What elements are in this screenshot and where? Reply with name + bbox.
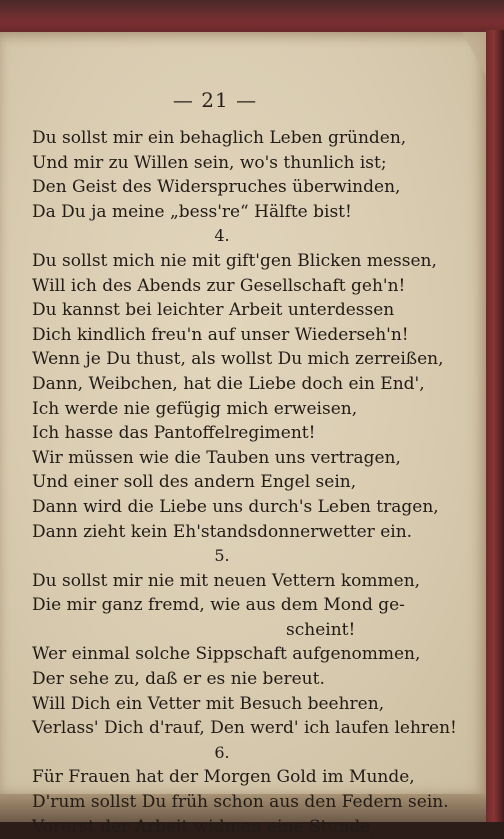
page-number: — 21 — <box>172 88 258 112</box>
verse-line: Wer einmal solche Sippschaft aufgenommen, <box>32 644 421 665</box>
verse-line: Du sollst mich nie mit gift'gen Blicken messen, <box>32 250 437 271</box>
verse-line: Du sollst mir ein behaglich Leben gründen, <box>32 128 407 148</box>
verse-line: Der sehe zu, daß er es nie bereut. <box>32 669 325 690</box>
verse-line: Dich kindlich freu'n auf unser Wiederseh'n! <box>32 324 409 345</box>
verse-line: Und einer soll des andern Engel sein, <box>32 472 357 493</box>
verse-line: Will ich des Abends zur Gesellschaft geh'n! <box>32 275 406 296</box>
verse-line: Will Dich ein Vetter mit Besuch beehren, <box>32 693 385 714</box>
verse-line: Du sollst mir nie mit neuen Vettern kommen, <box>32 570 421 591</box>
verse-line: Und mir zu Willen sein, wo's thunlich ist; <box>32 152 387 173</box>
verse-line: Dann zieht kein Eh'standsdonnerwetter ein. <box>32 521 413 542</box>
verse-line: Verlass' Dich d'rauf, Den werd' ich laufen lehren! <box>32 718 457 739</box>
verse-line: Für Frauen hat der Morgen Gold im Munde, <box>32 767 415 788</box>
stanza-number: 5. <box>214 546 230 566</box>
verse-line: Da Du ja meine „bess're“ Hälfte bist! <box>32 201 352 222</box>
verse-line: D'rum sollst Du früh schon aus den Federn sein. <box>32 792 449 813</box>
verse-line: Ich hasse das Pantoffelregiment! <box>32 423 316 444</box>
poem-text <box>32 126 462 839</box>
verse-line: Den Geist des Widerspruches überwinden, <box>32 177 401 198</box>
verse-line: Die mir ganz fremd, wie aus dem Mond ge- <box>32 595 405 616</box>
stanza-number: 6. <box>214 742 230 762</box>
verse-line: Ich werde nie gefügig mich erweisen, <box>32 398 358 419</box>
verse-line: Vorerst der Arbeit widmen eine Stunde, <box>32 816 376 837</box>
verse-line: Du kannst bei leichter Arbeit unterdessen <box>32 300 395 321</box>
stanza-number: 4. <box>214 226 230 246</box>
page-corner-fold <box>462 32 486 76</box>
verse-line: Wenn je Du thust, als wollst Du mich zerreißen, <box>32 349 444 370</box>
verse-line: Dann wird die Liebe uns durch's Leben tragen, <box>32 496 439 517</box>
verse-line: Wir müssen wie die Tauben uns vertragen, <box>32 447 401 468</box>
verse-line: Dann, Weibchen, hat die Liebe doch ein End', <box>32 373 425 394</box>
verse-line: scheint! <box>286 619 356 640</box>
